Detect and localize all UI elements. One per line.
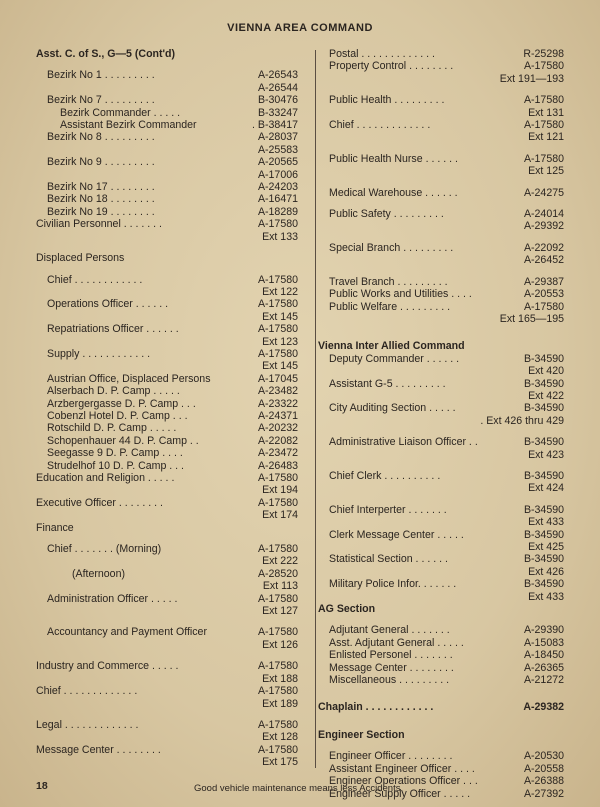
directory-extension-line	[36, 82, 298, 94]
phone-number: B-34590	[523, 578, 564, 591]
phone-number: B-34590	[523, 503, 564, 516]
page-title: VIENNA AREA COMMAND	[227, 22, 373, 34]
directory-entry	[318, 578, 564, 590]
column-divider	[315, 50, 316, 768]
entry-label: Chief . . . . . . . . . . . . .	[329, 119, 431, 132]
phone-number: A-17580	[257, 273, 298, 286]
section-heading	[318, 729, 564, 741]
directory-extension-line	[318, 73, 564, 85]
entry-label: Repatriations Officer . . . . . .	[47, 323, 179, 336]
section-heading	[36, 48, 298, 60]
entry-label: Engineer Officer . . . . . . . .	[329, 750, 453, 763]
directory-entry	[318, 662, 564, 674]
entry-label: Chief . . . . . . . . . . . .	[47, 273, 143, 286]
entry-label: Seegasse 9 D. P. Camp . . . .	[47, 447, 183, 460]
extension-value: Ext 174	[262, 509, 298, 522]
entry-label: Military Police Infor. . . . . . .	[329, 578, 457, 591]
directory-entry	[36, 460, 298, 472]
directory-entry	[318, 436, 564, 448]
entry-label: Bezirk No 18 . . . . . . . .	[47, 193, 155, 206]
entry-label: Statistical Section . . . . . .	[329, 553, 448, 566]
directory-entry	[318, 470, 564, 482]
phone-number: A-20553	[523, 288, 564, 301]
phone-number: A-17580	[257, 743, 298, 756]
phone-number: A-24014	[523, 208, 564, 221]
directory-extension-line	[36, 580, 298, 592]
directory-extension-line	[36, 756, 298, 768]
directory-entry	[318, 301, 564, 313]
entry-label: Administration Officer . . . . .	[47, 592, 178, 605]
phone-number: A-27392	[523, 787, 564, 800]
entry-label: Miscellaneous . . . . . . . . .	[329, 674, 450, 687]
directory-extension-line	[318, 541, 564, 553]
extension-value: Ext 121	[528, 131, 564, 144]
phone-number: A-29390	[523, 624, 564, 637]
entry-label: Engineer Section	[318, 728, 405, 741]
entry-label: Cobenzl Hotel D. P. Camp . . .	[47, 409, 188, 422]
extension-value: Ext 145	[262, 360, 298, 373]
entry-label: Public Health Nurse . . . . . .	[329, 152, 458, 165]
extension-value: A-29392	[523, 220, 564, 233]
phone-number: A-24275	[523, 186, 564, 199]
entry-label: Special Branch . . . . . . . . .	[329, 241, 454, 254]
extension-value: Ext 133	[262, 230, 298, 243]
directory-entry	[36, 447, 298, 459]
phone-number: A-17580	[523, 152, 564, 165]
phone-number: A-17580	[257, 626, 298, 639]
extension-value: Ext 128	[262, 731, 298, 744]
directory-entry	[36, 685, 298, 697]
directory-entry	[36, 472, 298, 484]
extension-value: Ext 424	[528, 482, 564, 495]
directory-extension-line	[318, 415, 564, 427]
extension-value: Ext 175	[262, 756, 298, 769]
directory-entry	[318, 504, 564, 516]
entry-label: Schopenhauer 44 D. P. Camp . .	[47, 434, 199, 447]
extension-value: Ext 131	[528, 106, 564, 119]
directory-entry	[36, 744, 298, 756]
entry-label: Vienna Inter Allied Command	[318, 340, 465, 353]
phone-number: B-34590	[523, 553, 564, 566]
directory-entry	[36, 94, 298, 106]
extension-value: A-17006	[257, 168, 298, 181]
directory-entry	[36, 156, 298, 168]
extension-value: Ext 188	[262, 672, 298, 685]
entry-label: AG Section	[318, 603, 376, 616]
directory-entry	[36, 119, 298, 131]
extension-value: Ext 126	[262, 638, 298, 651]
entry-label: Public Works and Utilities . . . .	[329, 288, 472, 301]
entry-label: Assistant Engineer Officer . . . .	[329, 762, 475, 775]
phone-number: A-17580	[257, 347, 298, 360]
directory-extension-line	[318, 107, 564, 119]
phone-number: A-20530	[523, 750, 564, 763]
directory-extension-line	[318, 254, 564, 266]
phone-number: B-34590	[523, 352, 564, 365]
entry-label: Administrative Liaison Officer . .	[329, 436, 478, 449]
directory-extension-line	[318, 516, 564, 528]
extension-value: A-26544	[257, 81, 298, 94]
phone-number: A-17580	[257, 472, 298, 484]
entry-label: Bezirk No 8 . . . . . . . . .	[47, 131, 155, 144]
directory-entry	[318, 94, 564, 106]
directory-entry	[36, 422, 298, 434]
entry-label: Legal . . . . . . . . . . . . .	[36, 718, 139, 731]
directory-entry	[318, 153, 564, 165]
entry-label: Adjutant General . . . . . . .	[329, 624, 450, 637]
extension-value: Ext 222	[262, 555, 298, 568]
directory-extension-line	[36, 509, 298, 521]
extension-value: Ext 433	[528, 516, 564, 529]
entry-label: Property Control . . . . . . . .	[329, 60, 454, 73]
directory-extension-line	[318, 390, 564, 402]
phone-number: A-17580	[257, 323, 298, 336]
phone-number: B-30476	[257, 94, 298, 107]
directory-entry	[36, 543, 298, 555]
extension-value: Ext 194	[262, 484, 298, 497]
extension-value: Ext 423	[528, 448, 564, 461]
directory-extension-line	[318, 220, 564, 232]
phone-number: A-20232	[257, 422, 298, 435]
directory-entry	[36, 218, 298, 230]
phone-number: A-23322	[257, 397, 298, 410]
left-column	[36, 48, 298, 769]
phone-number: A-26543	[257, 69, 298, 82]
phone-number: A-22092	[523, 241, 564, 254]
entry-label: Bezirk No 7 . . . . . . . . .	[47, 94, 155, 107]
directory-extension-line	[36, 286, 298, 298]
directory-entry	[318, 60, 564, 72]
phone-number: A-29382	[523, 701, 564, 714]
extension-value: Ext 189	[262, 697, 298, 710]
directory-entry	[36, 131, 298, 143]
directory-entry	[36, 373, 298, 385]
right-column	[318, 48, 564, 800]
phone-number: B-33247	[257, 106, 298, 119]
phone-number: A-18289	[257, 205, 298, 218]
phone-number: A-17580	[257, 218, 298, 231]
entry-label: Chief . . . . . . . (Morning)	[47, 543, 162, 556]
section-heading	[318, 340, 564, 352]
extension-value: Ext 123	[262, 335, 298, 348]
phone-number: A-22082	[257, 434, 298, 447]
directory-entry	[318, 119, 564, 131]
entry-label: Bezirk No 19 . . . . . . . .	[47, 205, 155, 218]
entry-label: Bezirk No 9 . . . . . . . . .	[47, 156, 155, 169]
phone-number: . B-38417	[252, 119, 298, 132]
entry-label: Finance	[36, 521, 74, 534]
directory-extension-line	[318, 165, 564, 177]
directory-entry	[318, 378, 564, 390]
directory-entry	[36, 410, 298, 422]
entry-label: Public Safety . . . . . . . . .	[329, 208, 444, 221]
directory-extension-line	[318, 591, 564, 603]
directory-entry	[36, 626, 298, 638]
directory-extension-line	[36, 639, 298, 651]
phone-number: A-29387	[523, 275, 564, 288]
phone-number: A-20565	[257, 156, 298, 169]
directory-entry	[36, 274, 298, 286]
directory-extension-line	[36, 484, 298, 496]
directory-extension-line	[36, 698, 298, 710]
directory-entry	[36, 298, 298, 310]
entry-label: Arzbergergasse D. P. Camp . . .	[47, 397, 196, 410]
directory-entry	[318, 763, 564, 775]
directory-entry	[36, 385, 298, 397]
phone-number: A-17580	[523, 94, 564, 107]
directory-entry	[318, 674, 564, 686]
directory-extension-line	[36, 231, 298, 243]
directory-entry	[318, 353, 564, 365]
directory-extension-line	[36, 731, 298, 743]
phone-number: B-34590	[523, 528, 564, 541]
extension-value: Ext 113	[262, 580, 298, 593]
directory-entry	[36, 69, 298, 81]
entry-label: Industry and Commerce . . . . .	[36, 660, 179, 673]
directory-extension-line	[36, 605, 298, 617]
entry-label: Alserbach D. P. Camp . . . . .	[47, 385, 180, 398]
phone-number: A-23482	[257, 385, 298, 398]
footer-motto: Good vehicle maintenance means less Accidents.	[194, 783, 404, 794]
directory-extension-line	[318, 482, 564, 494]
directory-extension-line	[36, 169, 298, 181]
entry-label: Accountancy and Payment Officer	[47, 626, 207, 639]
entry-label: Bezirk No 17 . . . . . . . .	[47, 181, 155, 194]
directory-entry	[36, 252, 298, 264]
directory-entry	[318, 288, 564, 300]
phone-number: B-34590	[523, 377, 564, 390]
entry-label: Message Center . . . . . . . .	[36, 743, 161, 756]
entry-label: Strudelhof 10 D. P. Camp . . .	[47, 459, 185, 472]
directory-extension-line	[36, 673, 298, 685]
entry-label: Civilian Personnel . . . . . . .	[36, 218, 162, 231]
directory-extension-line	[318, 566, 564, 578]
phone-number: A-17580	[523, 300, 564, 313]
directory-extension-line	[36, 311, 298, 323]
entry-label: Chief Interperter . . . . . . .	[329, 503, 447, 516]
phone-number: R-25298	[523, 48, 564, 60]
entry-label: Bezirk No 1 . . . . . . . . .	[47, 69, 155, 82]
entry-label: Public Health . . . . . . . . .	[329, 94, 445, 107]
directory-extension-line	[36, 360, 298, 372]
phone-number: A-26483	[257, 459, 298, 472]
extension-value: Ext 191—193	[499, 72, 564, 85]
directory-extension-line	[318, 449, 564, 461]
directory-entry	[318, 208, 564, 220]
entry-label: Asst. Adjutant General . . . . .	[329, 636, 464, 649]
directory-entry	[36, 107, 298, 119]
extension-value: Ext 433	[528, 590, 564, 603]
phone-number: B-34590	[523, 436, 564, 449]
entry-label: City Auditing Section . . . . .	[329, 402, 456, 415]
entry-label: Chief Clerk . . . . . . . . . .	[329, 469, 441, 482]
directory-entry	[36, 348, 298, 360]
entry-label: Austrian Office, Displaced Persons	[47, 372, 211, 385]
extension-value: A-26452	[523, 254, 564, 267]
entry-label: Operations Officer . . . . . .	[47, 298, 169, 311]
directory-entry	[318, 276, 564, 288]
directory-entry	[36, 593, 298, 605]
entry-label: Engineer Operations Officer . . .	[329, 775, 478, 788]
directory-entry	[318, 187, 564, 199]
entry-label: Enlisted Personel . . . . . . .	[329, 649, 453, 662]
phone-number: A-28037	[257, 131, 298, 144]
directory-entry	[318, 242, 564, 254]
entry-label: Postal . . . . . . . . . . . . .	[329, 48, 435, 60]
directory-entry	[318, 529, 564, 541]
directory-entry	[318, 637, 564, 649]
entry-label: Displaced Persons	[36, 252, 125, 265]
directory-entry	[318, 750, 564, 762]
phone-number: A-24203	[257, 181, 298, 194]
section-heading	[318, 603, 564, 615]
phone-number: A-17045	[257, 372, 298, 385]
extension-value: Ext 125	[528, 165, 564, 178]
directory-entry	[36, 181, 298, 193]
section-heading	[318, 701, 564, 713]
phone-number: A-24371	[257, 409, 298, 422]
entry-label: Public Welfare . . . . . . . . .	[329, 300, 451, 313]
entry-label: Supply . . . . . . . . . . . .	[47, 347, 151, 360]
directory-extension-line	[36, 336, 298, 348]
phone-number: A-17580	[257, 496, 298, 509]
directory-entry	[318, 649, 564, 661]
directory-entry	[318, 553, 564, 565]
entry-label: Chief . . . . . . . . . . . . .	[36, 685, 138, 698]
phone-number: A-23472	[257, 447, 298, 460]
entry-label: Rotschild D. P. Camp . . . . .	[47, 422, 177, 435]
phone-number: A-26365	[523, 661, 564, 674]
directory-extension-line	[318, 313, 564, 325]
directory-entry	[36, 522, 298, 534]
directory-entry	[318, 48, 564, 60]
directory-extension-line	[36, 144, 298, 156]
entry-label: Assistant G-5 . . . . . . . . .	[329, 377, 446, 390]
directory-extension-line	[318, 365, 564, 377]
phone-number: B-34590	[523, 469, 564, 482]
entry-label: Medical Warehouse . . . . . .	[329, 186, 458, 199]
entry-label: Message Center . . . . . . . .	[329, 661, 454, 674]
directory-entry	[36, 206, 298, 218]
phone-number: A-26388	[523, 775, 564, 788]
extension-value: . Ext 426 thru 429	[480, 414, 564, 427]
phone-number: A-17580	[257, 592, 298, 605]
entry-label: Deputy Commander . . . . . .	[329, 352, 460, 365]
phone-number: A-17580	[523, 119, 564, 132]
entry-label: Asst. C. of S., G—5 (Cont'd)	[36, 48, 176, 60]
directory-entry	[36, 193, 298, 205]
entry-label: Engineer Supply Officer . . . . .	[329, 787, 471, 800]
extension-value: Ext 420	[528, 365, 564, 378]
extension-value: Ext 422	[528, 389, 564, 402]
directory-entry	[36, 660, 298, 672]
entry-label: Executive Officer . . . . . . . .	[36, 496, 163, 509]
entry-label: (Afternoon)	[72, 567, 125, 580]
phone-number: A-20558	[523, 762, 564, 775]
extension-value: Ext 165—195	[499, 312, 564, 325]
directory-entry	[36, 497, 298, 509]
directory-entry	[36, 719, 298, 731]
phone-number: A-17580	[257, 685, 298, 698]
extension-value: Ext 145	[262, 310, 298, 323]
directory-entry	[36, 568, 298, 580]
extension-value: Ext 425	[528, 541, 564, 553]
phone-number: A-28520	[257, 567, 298, 580]
extension-value: Ext 426	[528, 565, 564, 578]
extension-value: Ext 127	[262, 605, 298, 618]
phone-number: A-15083	[523, 636, 564, 649]
directory-extension-line	[318, 131, 564, 143]
phone-number: B-34590	[523, 402, 564, 415]
directory-entry	[36, 323, 298, 335]
phone-number: A-21272	[523, 674, 564, 687]
phone-number: A-17580	[257, 298, 298, 311]
phone-number: A-16471	[257, 193, 298, 206]
entry-label: Travel Branch . . . . . . . . .	[329, 275, 448, 288]
entry-label: Chaplain . . . . . . . . . . . .	[318, 701, 434, 714]
entry-label: Assistant Bezirk Commander	[60, 119, 197, 132]
phone-number: A-18450	[523, 649, 564, 662]
entry-label: Clerk Message Center . . . . .	[329, 528, 464, 541]
directory-entry	[36, 435, 298, 447]
extension-value: A-25583	[257, 143, 298, 156]
directory-entry	[318, 624, 564, 636]
entry-label: Bezirk Commander . . . . .	[60, 106, 181, 119]
page-number: 18	[36, 780, 48, 792]
directory-entry	[36, 398, 298, 410]
phone-number: A-17580	[257, 660, 298, 673]
extension-value: Ext 122	[262, 285, 298, 298]
phone-number: A-17580	[523, 60, 564, 73]
phone-number: A-17580	[257, 718, 298, 731]
entry-label: Education and Religion . . . . .	[36, 472, 175, 484]
directory-extension-line	[36, 555, 298, 567]
directory-entry	[318, 402, 564, 414]
phone-number: A-17580	[257, 543, 298, 556]
